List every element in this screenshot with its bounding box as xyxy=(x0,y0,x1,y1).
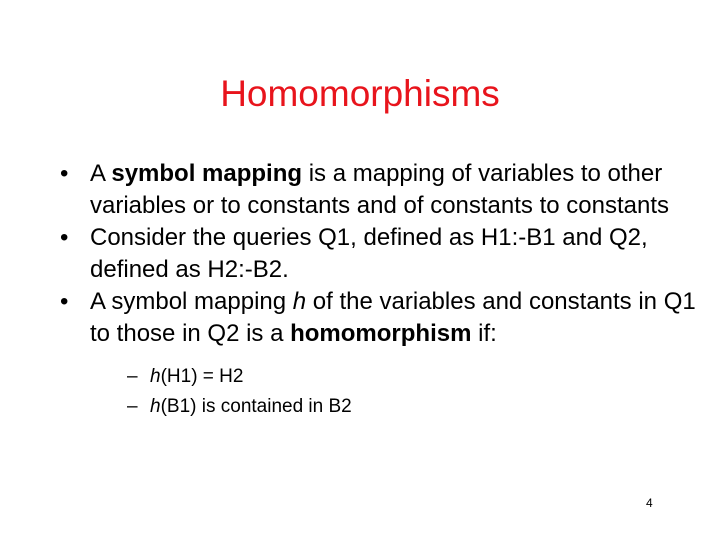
bullet-text: of the variables and constants in Q1 to those in Q2 is a xyxy=(90,288,696,347)
sub-bullet-item xyxy=(127,392,700,422)
sub-bullet-list xyxy=(127,362,700,422)
bullet-text: A symbol mapping xyxy=(90,288,293,315)
bold-term: symbol mapping xyxy=(111,160,303,187)
italic-symbol: h xyxy=(150,366,161,387)
bullet-item-symbol-mapping xyxy=(60,158,700,222)
bullet-text: A xyxy=(90,160,112,187)
bullet-icon: • xyxy=(60,288,69,315)
sub-bullet-text: (B1) is contained in B2 xyxy=(160,396,352,417)
bullet-text: Consider the queries Q1, defined as H1:-B1 and Q2, defined as H2:-B2. xyxy=(90,224,648,283)
bullet-icon: • xyxy=(60,160,69,187)
bullet-text: is a mapping of variables to other variables or to constants and of constants to constants xyxy=(90,160,669,219)
slide-content xyxy=(60,158,700,422)
page-number: 4 xyxy=(646,496,653,510)
dash-icon: – xyxy=(127,366,138,387)
slide-title: Homomorphisms xyxy=(220,73,500,114)
italic-symbol: h xyxy=(150,396,161,417)
sub-bullet-text: (H1) = H2 xyxy=(160,366,244,387)
bullet-item-queries xyxy=(60,222,700,286)
italic-symbol: h xyxy=(292,288,307,315)
bullet-item-homomorphism xyxy=(60,286,700,422)
bullet-list xyxy=(60,158,700,422)
bullet-icon: • xyxy=(60,224,69,251)
sub-bullet-item xyxy=(127,362,700,392)
bold-term: homomorphism xyxy=(290,320,472,347)
dash-icon: – xyxy=(127,396,138,417)
bullet-text: if: xyxy=(471,320,497,347)
